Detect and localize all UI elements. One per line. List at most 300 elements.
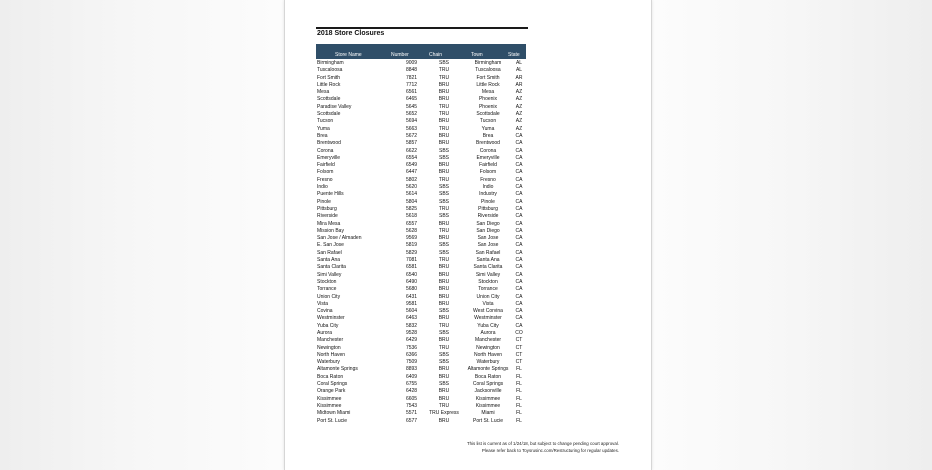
- state-cell: CA: [515, 147, 523, 154]
- chain-cell: SBS: [438, 198, 449, 205]
- chain-cell: BRU: [438, 162, 450, 169]
- store-number-cell: 5829: [405, 249, 418, 256]
- town-cell: Folsom: [479, 169, 497, 176]
- town-cell: Kissimmee: [475, 402, 501, 409]
- town-cell: Fort Smith: [476, 74, 500, 81]
- store-number-cell: 9581: [405, 300, 418, 307]
- table-row: [316, 148, 526, 155]
- state-cell: CA: [515, 169, 523, 176]
- table-row: [316, 257, 526, 264]
- state-cell: AZ: [515, 125, 523, 132]
- store-name-cell: Emeryville: [317, 154, 341, 161]
- table-row: [316, 272, 526, 279]
- footnote: [403, 440, 619, 454]
- store-number-cell: 7081: [405, 257, 418, 264]
- store-number-cell: 5652: [405, 111, 418, 118]
- store-number-cell: 6557: [405, 220, 418, 227]
- town-cell: West Corvina: [473, 308, 503, 315]
- chain-cell: BRU: [438, 132, 450, 139]
- town-cell: Yuma: [481, 125, 495, 132]
- town-cell: Fresno: [480, 176, 496, 183]
- table-row: [316, 111, 526, 118]
- table-row: [316, 118, 526, 125]
- town-cell: Simi Valley: [475, 271, 501, 278]
- store-number-cell: 6622: [405, 147, 418, 154]
- town-cell: Coral Springs: [472, 381, 504, 388]
- store-name-cell: Yuba City: [317, 322, 339, 329]
- chain-cell: BRU: [438, 118, 450, 125]
- town-cell: Newington: [476, 344, 500, 351]
- town-cell: Altamonte Springs: [467, 366, 509, 373]
- table-row: [316, 155, 526, 162]
- store-number-cell: 7821: [405, 74, 418, 81]
- store-number-cell: 6447: [405, 169, 418, 176]
- town-cell: Waterbury: [476, 359, 500, 366]
- chain-cell: BRU: [438, 300, 450, 307]
- chain-cell: SBS: [438, 381, 449, 388]
- store-number-cell: 7712: [405, 81, 418, 88]
- store-number-cell: 6490: [405, 278, 418, 285]
- chain-cell: TRU: [438, 103, 450, 110]
- store-number-cell: 5614: [405, 191, 418, 198]
- table-row: [316, 337, 526, 344]
- store-name-cell: Altamonte Springs: [317, 366, 358, 373]
- store-number-cell: 6428: [405, 388, 418, 395]
- chain-cell: TRU: [438, 257, 450, 264]
- store-number-cell: 7509: [405, 359, 418, 366]
- chain-cell: SBS: [438, 147, 449, 154]
- town-cell: Aurora: [480, 329, 496, 336]
- store-name-cell: Brea: [317, 132, 328, 139]
- state-cell: CT: [515, 351, 523, 358]
- store-number-cell: 5571: [405, 410, 418, 417]
- store-number-cell: 5825: [405, 205, 418, 212]
- town-cell: Vista: [482, 300, 494, 307]
- town-cell: Union City: [476, 293, 500, 300]
- store-name-cell: Kissimmee: [317, 395, 342, 402]
- town-cell: Indio: [482, 184, 494, 191]
- store-number-cell: 6577: [405, 417, 418, 424]
- state-cell: CA: [515, 242, 523, 249]
- town-cell: Kissimmee: [475, 395, 501, 402]
- chain-cell: TRU: [438, 322, 450, 329]
- store-name-cell: Kissimmee: [317, 402, 342, 409]
- store-number-cell: 9528: [405, 329, 418, 336]
- header-number: Number: [391, 52, 409, 58]
- state-cell: FL: [516, 402, 522, 409]
- chain-cell: SBS: [438, 242, 449, 249]
- chain-cell: TRU: [438, 74, 450, 81]
- store-number-cell: 5680: [405, 286, 418, 293]
- store-name-cell: Midtown Miami: [317, 410, 351, 417]
- state-cell: CA: [515, 322, 523, 329]
- state-cell: CA: [515, 191, 523, 198]
- town-cell: Pinole: [481, 198, 495, 205]
- table-row: [316, 162, 526, 169]
- table-row: [316, 323, 526, 330]
- store-number-cell: 6581: [405, 264, 418, 271]
- chain-cell: BRU: [438, 293, 450, 300]
- store-name-cell: San Jose / Almaden: [317, 235, 362, 242]
- store-closures-table: [316, 60, 526, 425]
- table-row: [316, 250, 526, 257]
- store-number-cell: 5804: [405, 198, 418, 205]
- state-cell: AZ: [515, 96, 523, 103]
- state-cell: AZ: [515, 118, 523, 125]
- store-name-cell: Vista: [317, 300, 329, 307]
- chain-cell: BRU: [438, 388, 450, 395]
- store-name-cell: Mira Mesa: [317, 220, 341, 227]
- chain-cell: SBS: [438, 213, 449, 220]
- store-number-cell: 6463: [405, 315, 418, 322]
- store-name-cell: Simi Valley: [317, 271, 342, 278]
- state-cell: CA: [515, 140, 523, 147]
- town-cell: Stockton: [478, 278, 498, 285]
- town-cell: Santa Clarita: [473, 264, 503, 271]
- store-number-cell: 5645: [405, 103, 418, 110]
- chain-cell: TRU: [438, 205, 450, 212]
- state-cell: FL: [516, 388, 522, 395]
- state-cell: CA: [515, 198, 523, 205]
- store-number-cell: 6540: [405, 271, 418, 278]
- table-row: [316, 199, 526, 206]
- town-cell: Fairfield: [479, 162, 497, 169]
- store-number-cell: 5802: [405, 176, 418, 183]
- table-row: [316, 89, 526, 96]
- town-cell: San Diego: [476, 227, 500, 234]
- chain-cell: SBS: [438, 154, 449, 161]
- state-cell: CA: [515, 184, 523, 191]
- store-number-cell: 7543: [405, 402, 418, 409]
- store-number-cell: 8848: [405, 67, 418, 74]
- store-name-cell: Mission Bay: [317, 227, 344, 234]
- store-name-cell: Yuma: [317, 125, 330, 132]
- footnote-line-1: This list is current as of 1/24/18, but subject to change pending court approval.: [466, 441, 619, 446]
- table-row: [316, 75, 526, 82]
- town-cell: North Haven: [473, 351, 503, 358]
- town-cell: Port St. Lucie: [472, 417, 503, 424]
- state-cell: AL: [515, 60, 523, 66]
- store-name-cell: Folsom: [317, 169, 334, 176]
- store-name-cell: Brentwood: [317, 140, 341, 147]
- state-cell: FL: [516, 395, 522, 402]
- table-row: [316, 279, 526, 286]
- chain-cell: BRU: [438, 315, 450, 322]
- town-cell: San Jose: [477, 235, 499, 242]
- table-row: [316, 264, 526, 271]
- town-cell: Pittsburg: [478, 205, 498, 212]
- store-name-cell: Fresno: [317, 176, 333, 183]
- chain-cell: BRU: [438, 220, 450, 227]
- state-cell: AZ: [515, 111, 523, 118]
- store-name-cell: Santa Ana: [317, 257, 341, 264]
- chain-cell: SBS: [438, 184, 449, 191]
- table-row: [316, 242, 526, 249]
- table-row: [316, 206, 526, 213]
- store-name-cell: Aurora: [317, 329, 333, 336]
- table-row: [316, 213, 526, 220]
- town-cell: Birmingham: [474, 60, 502, 66]
- table-row: [316, 403, 526, 410]
- store-number-cell: 5618: [405, 213, 418, 220]
- store-name-cell: Union City: [317, 293, 341, 300]
- store-number-cell: 6554: [405, 154, 418, 161]
- state-cell: CA: [515, 315, 523, 322]
- state-cell: AR: [515, 81, 523, 88]
- store-name-cell: Port St. Lucie: [317, 417, 348, 424]
- chain-cell: BRU: [438, 89, 450, 96]
- store-name-cell: North Haven: [317, 351, 346, 358]
- table-row: [316, 104, 526, 111]
- state-cell: CA: [515, 176, 523, 183]
- store-number-cell: 9009: [405, 60, 418, 66]
- chain-cell: BRU: [438, 169, 450, 176]
- chain-cell: BRU: [438, 140, 450, 147]
- table-row: [316, 126, 526, 133]
- chain-cell: SBS: [438, 249, 449, 256]
- chain-cell: BRU: [438, 395, 450, 402]
- state-cell: CA: [515, 293, 523, 300]
- table-row: [316, 286, 526, 293]
- town-cell: Manchester: [474, 337, 502, 344]
- town-cell: Little Rock: [476, 81, 500, 88]
- state-cell: FL: [516, 381, 522, 388]
- state-cell: CA: [515, 249, 523, 256]
- chain-cell: SBS: [438, 329, 449, 336]
- header-store-name: Store Name: [335, 52, 362, 58]
- chain-cell: BRU: [438, 417, 450, 424]
- table-row: [316, 133, 526, 140]
- town-cell: Tucson: [479, 118, 497, 125]
- store-number-cell: 6755: [405, 381, 418, 388]
- town-cell: Brentwood: [476, 140, 500, 147]
- store-number-cell: 5694: [405, 118, 418, 125]
- store-number-cell: 6409: [405, 373, 418, 380]
- chain-cell: BRU: [438, 337, 450, 344]
- table-row: [316, 359, 526, 366]
- table-row: [316, 366, 526, 373]
- state-cell: AL: [515, 67, 523, 74]
- table-row: [316, 60, 526, 67]
- store-name-cell: Coral Springs: [317, 381, 348, 388]
- table-row: [316, 330, 526, 337]
- store-name-cell: Newington: [317, 344, 341, 351]
- table-row: [316, 235, 526, 242]
- store-name-cell: San Rafael: [317, 249, 342, 256]
- table-row: [316, 301, 526, 308]
- state-cell: AZ: [515, 103, 523, 110]
- document-title: 2018 Store Closures: [317, 30, 385, 37]
- state-cell: CA: [515, 132, 523, 139]
- town-cell: Industry: [479, 191, 497, 198]
- store-name-cell: Riverside: [317, 213, 338, 220]
- state-cell: FL: [516, 366, 522, 373]
- table-row: [316, 418, 526, 425]
- store-name-cell: Puente Hills: [317, 191, 344, 198]
- store-number-cell: 6465: [405, 96, 418, 103]
- table-row: [316, 315, 526, 322]
- store-number-cell: 6429: [405, 337, 418, 344]
- state-cell: CA: [515, 213, 523, 220]
- table-row: [316, 352, 526, 359]
- chain-cell: TRU Express: [429, 410, 459, 417]
- store-name-cell: Covina: [317, 308, 333, 315]
- chain-cell: TRU: [438, 402, 450, 409]
- town-cell: Tuscaloosa: [475, 67, 501, 74]
- state-cell: AR: [515, 74, 523, 81]
- chain-cell: TRU: [438, 176, 450, 183]
- document-page: [284, 0, 652, 470]
- table-row: [316, 140, 526, 147]
- town-cell: Emeryville: [476, 154, 500, 161]
- table-row: [316, 410, 526, 417]
- table-row: [316, 191, 526, 198]
- chain-cell: BRU: [438, 366, 450, 373]
- table-row: [316, 177, 526, 184]
- chain-cell: SBS: [438, 60, 449, 66]
- chain-cell: SBS: [438, 308, 449, 315]
- state-cell: FL: [516, 410, 522, 417]
- store-number-cell: 5620: [405, 184, 418, 191]
- chain-cell: BRU: [438, 286, 450, 293]
- chain-cell: BRU: [438, 264, 450, 271]
- table-row: [316, 396, 526, 403]
- store-name-cell: Fort Smith: [317, 74, 341, 81]
- store-number-cell: 6431: [405, 293, 418, 300]
- state-cell: CO: [515, 329, 523, 336]
- town-cell: San Jose: [477, 242, 499, 249]
- state-cell: CA: [515, 162, 523, 169]
- store-number-cell: 6561: [405, 89, 418, 96]
- state-cell: CT: [515, 359, 523, 366]
- header-town: Town: [471, 52, 483, 58]
- town-cell: Boca Raton: [474, 373, 502, 380]
- store-name-cell: Boca Raton: [317, 373, 344, 380]
- store-name-cell: Fairfield: [317, 162, 335, 169]
- store-name-cell: Stockton: [317, 278, 337, 285]
- state-cell: CA: [515, 235, 523, 242]
- header-chain: Chain: [429, 52, 443, 58]
- state-cell: CA: [515, 264, 523, 271]
- store-name-cell: Paradise Valley: [317, 103, 352, 110]
- chain-cell: TRU: [438, 111, 450, 118]
- state-cell: CA: [515, 271, 523, 278]
- store-name-cell: Birmingham: [317, 60, 344, 66]
- town-cell: Corona: [479, 147, 497, 154]
- store-name-cell: Little Rock: [317, 81, 341, 88]
- table-header: [316, 44, 526, 59]
- store-name-cell: Pinole: [317, 198, 331, 205]
- state-cell: CA: [515, 227, 523, 234]
- chain-cell: BRU: [438, 81, 450, 88]
- store-name-cell: Scottsdale: [317, 96, 341, 103]
- table-row: [316, 388, 526, 395]
- store-name-cell: Westminster: [317, 315, 345, 322]
- state-cell: CA: [515, 308, 523, 315]
- chain-cell: TRU: [438, 125, 450, 132]
- chain-cell: BRU: [438, 96, 450, 103]
- town-cell: Scottsdale: [476, 111, 500, 118]
- town-cell: San Rafael: [475, 249, 501, 256]
- chain-cell: BRU: [438, 278, 450, 285]
- table-row: [316, 294, 526, 301]
- chain-cell: SBS: [438, 351, 449, 358]
- store-name-cell: Scottsdale: [317, 111, 341, 118]
- table-row: [316, 308, 526, 315]
- store-name-cell: Orange Park: [317, 388, 346, 395]
- store-number-cell: 6605: [405, 395, 418, 402]
- table-row: [316, 67, 526, 74]
- town-cell: Miami: [481, 410, 495, 417]
- town-cell: Riverside: [477, 213, 499, 220]
- store-name-cell: Tucson: [317, 118, 334, 125]
- store-number-cell: 5857: [405, 140, 418, 147]
- state-cell: CA: [515, 205, 523, 212]
- table-row: [316, 221, 526, 228]
- table-row: [316, 381, 526, 388]
- store-number-cell: 7536: [405, 344, 418, 351]
- town-cell: Jacksonville: [474, 388, 502, 395]
- state-cell: AZ: [515, 89, 523, 96]
- chain-cell: BRU: [438, 235, 450, 242]
- store-name-cell: Pittsburg: [317, 205, 337, 212]
- store-name-cell: Manchester: [317, 337, 344, 344]
- chain-cell: TRU: [438, 344, 450, 351]
- store-number-cell: 9569: [405, 235, 418, 242]
- town-cell: Westminster: [474, 315, 502, 322]
- chain-cell: SBS: [438, 359, 449, 366]
- store-name-cell: Tuscaloosa: [317, 67, 343, 74]
- store-number-cell: 5628: [405, 227, 418, 234]
- town-cell: Phoenix: [478, 96, 498, 103]
- store-number-cell: 5663: [405, 125, 418, 132]
- store-number-cell: 5819: [405, 242, 418, 249]
- state-cell: CA: [515, 154, 523, 161]
- town-cell: Torrance: [478, 286, 498, 293]
- chain-cell: BRU: [438, 271, 450, 278]
- state-cell: CT: [515, 337, 523, 344]
- store-name-cell: Indio: [317, 184, 328, 191]
- table-row: [316, 374, 526, 381]
- state-cell: CA: [515, 257, 523, 264]
- table-row: [316, 169, 526, 176]
- state-cell: CA: [515, 220, 523, 227]
- table-row: [316, 228, 526, 235]
- header-state: State: [508, 52, 520, 58]
- store-name-cell: Corona: [317, 147, 334, 154]
- store-number-cell: 6549: [405, 162, 418, 169]
- state-cell: FL: [516, 373, 522, 380]
- store-name-cell: Torrance: [317, 286, 337, 293]
- store-number-cell: 6366: [405, 351, 418, 358]
- state-cell: CT: [515, 344, 523, 351]
- store-name-cell: Waterbury: [317, 359, 340, 366]
- state-cell: FL: [516, 417, 522, 424]
- footnote-line-2: Please refer back to Toysrusinc.com/Restructuring for regular updates.: [481, 448, 619, 453]
- town-cell: Mesa: [481, 89, 495, 96]
- table-row: [316, 82, 526, 89]
- town-cell: Yuba City: [477, 322, 499, 329]
- store-number-cell: 8893: [405, 366, 418, 373]
- chain-cell: TRU: [438, 67, 450, 74]
- store-name-cell: Santa Clarita: [317, 264, 346, 271]
- table-row: [316, 345, 526, 352]
- table-row: [316, 96, 526, 103]
- store-name-cell: E. San Jose: [317, 242, 344, 249]
- store-number-cell: 5672: [405, 132, 418, 139]
- chain-cell: TRU: [438, 227, 450, 234]
- chain-cell: BRU: [438, 373, 450, 380]
